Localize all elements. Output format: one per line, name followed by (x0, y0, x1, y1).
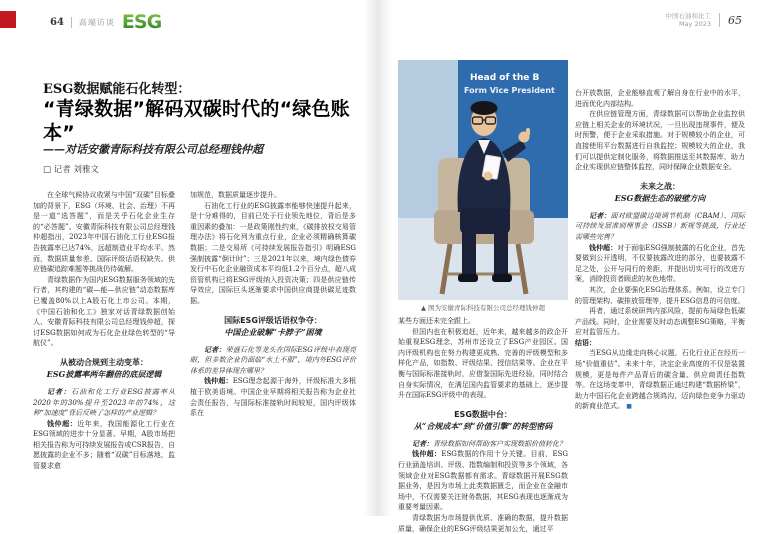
left-column-1 (33, 190, 175, 512)
subheading-2 (190, 315, 356, 338)
question-paragraph (33, 387, 175, 419)
question-text: 面对欧盟碳边境调节机制（CBAM）、国际可持续发展准则理事会（ISSB）新规等挑战，行业还需哪些完善？ (575, 211, 746, 241)
answer-text: ESG理念起源于海外，评级标准大多根植于欧美语境。中国企业早期将相关报告称为企业社会责任报告，与国际标准接轨时间较短，国内评级体系在 (190, 377, 357, 418)
subheading-line: 中国企业破解“卡脖子”困境 (224, 326, 322, 337)
hair-top (471, 101, 498, 115)
header-divider (71, 17, 72, 28)
article-kicker: ESG数据赋能石化转型： (43, 82, 191, 97)
answer-paragraph (33, 419, 175, 472)
conclusion-lead: 结语： (575, 337, 596, 347)
hand (484, 172, 493, 181)
section-title: 高端访谈 (78, 18, 115, 27)
article-end-mark: ■ (626, 403, 633, 411)
subheading-line: 未来之战： (640, 181, 680, 191)
lower-leg (494, 230, 508, 276)
shoe (492, 274, 512, 282)
page-number-right: 65 (728, 13, 742, 27)
subheading-line: 从被动合规到主动变革： (60, 357, 148, 367)
page-number-left: 64 (50, 17, 64, 28)
answer-lead: 钱仲超： (47, 418, 78, 428)
left-column-2 (190, 190, 356, 512)
answer-paragraph: 青绿数据为市场提供优质、准确的数据，提升数据质量，确保企业的ESG评级结果更加公允，通过平 (398, 513, 568, 533)
lower-leg (462, 230, 476, 276)
intro-paragraph: 在全球气候协议收紧与中国“双碳”目标叠加的背景下，ESG（环境、社会、治理）不再是一道“选答题”，而是关乎石化企业生存的“必答题”。安徽青际科技有限公司总经理钱仲超指出，2023年中国石油化工行业ESG报告披露率已达74%，远超制造业平均水平。然而，数据质量参差、国际评级话语权缺失、供应链碳追踪难题等挑战仍待破解。 (33, 191, 175, 274)
question-paragraph (575, 211, 745, 243)
question-lead: 记者： (47, 386, 72, 396)
body-paragraph: 某些方面还未完全跟上。 (398, 317, 475, 325)
answer-text: ESG数据的作用十分关键。目前，ESG行业涵盖培训、评级、指数编制和投资等多个领域，各领域企业对ESG数据都有需求。青绿数据开展ESG数据业务，是因为市场上此类数据匮乏，而企业在金融市场中，不仅需要关注财务数据，其ESG表现也逐渐成为重要考量因素。 (398, 450, 569, 512)
answer-text: 对于面临ESG强制披露的石化企业，首先要做到公开透明，不仅要披露改进的部分，也要披露不足之处，公开与同行的差距，并提出切实可行的改进方案，消除投资者顾虑的灰色地带。 (575, 243, 746, 284)
answer-paragraph (575, 243, 745, 285)
shoe (458, 274, 478, 282)
journal-issue: May 2023 (678, 20, 711, 28)
subheading-1 (33, 357, 175, 380)
question-paragraph (190, 345, 356, 377)
question-text: 石油和化工行业ESG披露率从2020年的30%提升至2023年的74%，这种“加速度”背后反映了怎样的产业逻辑？ (33, 387, 175, 418)
question-lead: 记者： (412, 438, 433, 448)
running-head-left (50, 13, 161, 32)
right-column-outer (575, 88, 745, 512)
article-title: “青绿数据”解码双碳时代的“绿色账本” (43, 98, 350, 144)
right-column-under-photo (398, 316, 569, 533)
backdrop-text-line2: Form Vice President (464, 86, 555, 95)
question-text: 青绿数据如何帮助客户实现数据价值转化？ (433, 439, 566, 448)
spread-gutter (364, 0, 392, 516)
running-head-right (666, 12, 743, 28)
answer-paragraph: 其次，企业要强化ESG治理体系。例如，设立专门的管理架构、碳排放管理等，提升ESG信息的可信度。 (575, 285, 745, 305)
subheading-line: ESG数据生态的破壁方向 (614, 192, 706, 203)
subheading-line: 国际ESG评级话语权争夺： (224, 315, 322, 325)
answer-lead: 钱仲超： (412, 449, 442, 459)
interview-photo (398, 60, 568, 300)
question-text: 荣盛石化等龙头在国际ESG评级中表现亮眼，但多数企业仍面临“水土不服”，境内外ESG评价体系的差异体现在哪里？ (190, 345, 357, 375)
answer-paragraph (190, 376, 356, 418)
question-lead: 记者： (589, 210, 611, 220)
question-lead: 记者： (204, 344, 226, 354)
subheading-line: ESG披露率两年翻倍的底层逻辑 (46, 368, 162, 379)
conclusion-text: 当ESG从边缘走向核心议题，石化行业正在经历一场“价值重估”。未来十年，决定企业高度的不仅是装置规模，更是每件产品背后的碳含量、供应商责任指数等。在这场变革中，青绿数据正通过构建“数据桥梁”，助力中国石化企业跨越合规鸿沟，迈向绿色竞争力驱动的新商业范式。 (575, 349, 745, 411)
backdrop-text-line1: Head of the B (470, 73, 540, 83)
question-paragraph (398, 439, 568, 450)
reporter-credit: □ 记者 刘雅文 (43, 165, 99, 175)
esg-logo: ESG (121, 11, 162, 33)
answer-text: 近年来，我国能源化工行业在ESG领域的进步十分显著。早期，A股市场把相关报告称为可持续发展报告或CSR报告，自愿披露的企业不多；随着“双碳”目标落地，监管要求愈 (33, 419, 175, 471)
journal-title: 中国石油和化工 (665, 12, 711, 20)
body-paragraph: 在供应链管理方面，青绿数据可以帮助企业监控供应链上相关企业的环境状况，一旦出现违规事件，便及时预警，便于企业采取措施。对于规模较小的企业，可直接使用平台数据进行自我监控；规模较大的企业，我们可以提供定制化服务，将数据推送至其数据库，助力企业实现供应链整体监控，同时保障企业数据安全。 (575, 110, 745, 172)
answer-paragraph: 再者，通过系统研判内部风险，提前布局绿色低碳产品线。同时，企业需要及时动态调整ESG策略，平衡应对监管压力。 (575, 307, 745, 337)
intro-paragraph: 青绿数据作为国内ESG数据服务领域的先行者，其构建的“碳—能—供应链”动态数据库已覆盖80%以上A股石化上市公司。本期，《中国石油和化工》独家对话青绿数据创始人、安徽青际科技有限公司总经理钱仲超，探讨ESG数据如何成为石化企业绿色转型的“导航仪”。 (33, 275, 175, 348)
answer-lead: 钱仲超： (204, 376, 233, 386)
subheading-3 (398, 409, 568, 432)
subheading-line: 从“合规成本”到“价值引擎”的转型密码 (413, 420, 553, 431)
thumb (526, 128, 530, 136)
body-paragraph: 台开放数据，企业能够直观了解自身在行业中的水平，进而优化内部结构。 (575, 89, 745, 108)
body-paragraph: 石油化工行业的ESG披露率能够快速提升起来，是十分难得的，目前已处于行业领先地位，背后是多重因素的叠加：一是政策刚性约束，《碳排放权交易管理办法》将石化列为重点行业，企业必须精确核算碳数据；二是交易所《可持续发展报告指引》明确ESG强制披露“倒计时”；三是2021年以来，境内绿色债券发行中石化企业融资成本平均低1.2个百分点，超八成资管机构已将ESG评级纳入投资决策；四是供应链传导效应，国际巨头逐渐要求中国供应商提供碳足迹数据。 (190, 201, 356, 305)
red-corner-mark (0, 11, 16, 28)
subheading-4 (575, 181, 745, 204)
photo-caption: ▲ 图为安徽青际科技有限公司总经理钱仲超 (420, 304, 546, 312)
journal-name (666, 12, 712, 28)
body-paragraph: 加规范，数据质量逐步提升。 (190, 191, 281, 199)
header-divider (719, 13, 720, 27)
answer-lead: 钱仲超： (589, 242, 618, 252)
body-paragraph: 但国内也在积极追赶，近年来，越来越多的政企开始重视ESG理念，苏州市还设立了ESG产业园区。国内评级机构也在努力构建更成熟、完善的评级模型和多样化产品，如指数、评级结果、授信结果等。企业在平衡与国际标准接轨时，应借鉴国际先进经验，同时结合自身实际情况，在满足国内监管要求的基础上，逐步提升在国际ESG评级中的表现。 (398, 327, 568, 400)
subheading-line: ESG数据中台： (454, 409, 512, 419)
conclusion-paragraph (575, 348, 745, 413)
answer-paragraph (398, 449, 568, 513)
article-byline: ——对话安徽青际科技有限公司总经理钱仲超 (43, 143, 263, 156)
